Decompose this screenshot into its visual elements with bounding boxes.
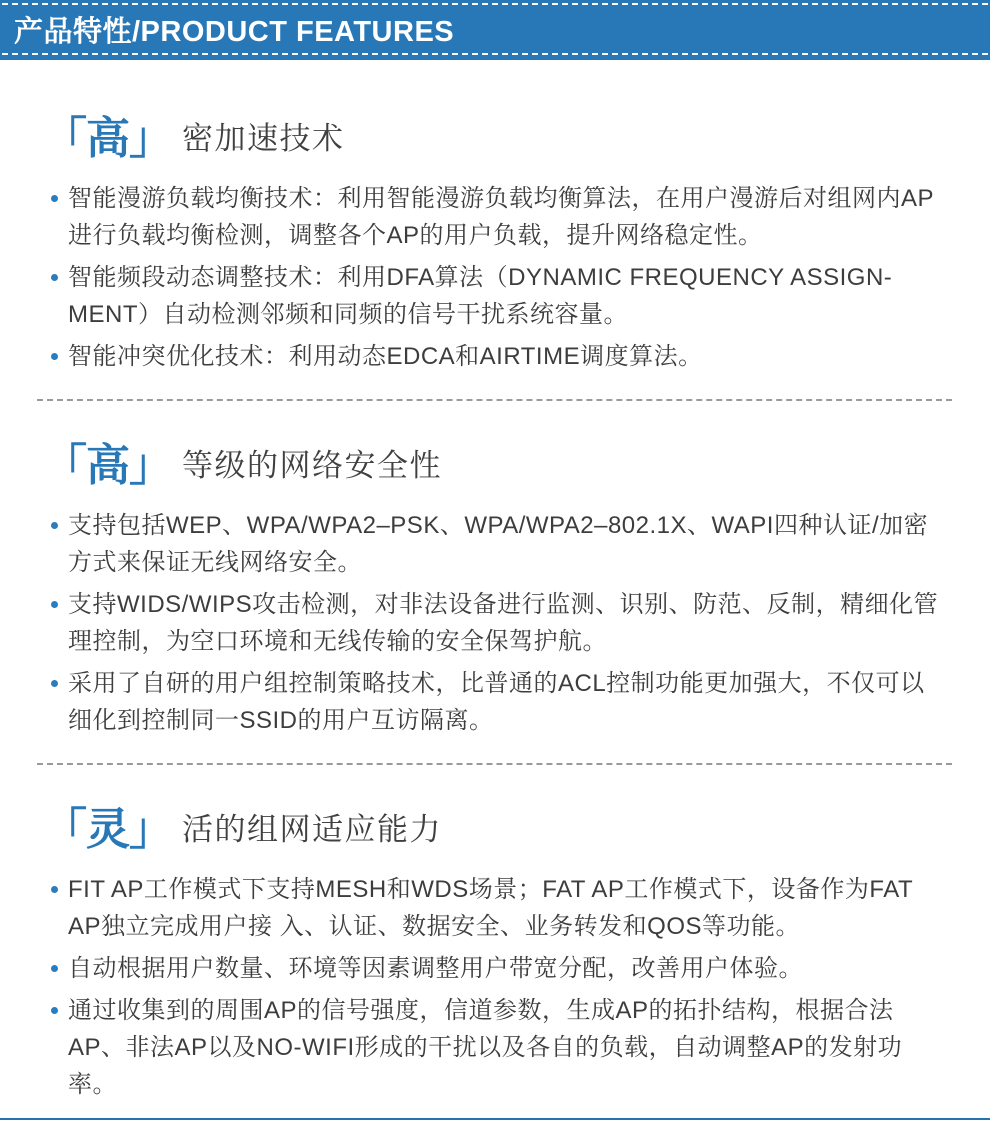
bullet-dot-icon bbox=[43, 586, 68, 660]
features-content bbox=[0, 60, 990, 1103]
feature-section-flexibility bbox=[43, 799, 952, 1103]
banner-dashed-frame bbox=[2, 3, 988, 55]
feature-bullet bbox=[43, 871, 952, 945]
feature-bullet bbox=[43, 665, 952, 739]
bullet-text: 自动根据用户数量、环境等因素调整用户带宽分配，改善用户体验。 bbox=[68, 955, 803, 982]
feature-heading-rest: 活的组网适应能力 bbox=[182, 812, 442, 847]
feature-heading bbox=[43, 799, 952, 861]
feature-bullet bbox=[43, 586, 952, 660]
feature-bullet bbox=[43, 180, 952, 254]
feature-heading-highlight: 「高」 bbox=[43, 441, 172, 490]
feature-section-high-density bbox=[43, 108, 952, 401]
feature-bullet bbox=[43, 338, 952, 375]
feature-heading-highlight: 「灵」 bbox=[43, 805, 172, 854]
bullet-dot-icon bbox=[43, 950, 68, 987]
feature-bullet bbox=[43, 259, 952, 333]
bullet-dot-icon bbox=[43, 507, 68, 581]
bullet-dot-icon bbox=[43, 259, 68, 333]
bullet-text: 智能漫游负载均衡技术：利用智能漫游负载均衡算法，在用户漫游后对组网内AP进行负载均衡检测，调整各个AP的用户负载，提升网络稳定性。 bbox=[68, 185, 935, 249]
bullet-text: 采用了自研的用户组控制策略技术，比普通的ACL控制功能更加强大，不仅可以细化到控制同一SSID的用户互访隔离。 bbox=[68, 670, 925, 734]
section-divider bbox=[37, 763, 952, 765]
bullet-text: FIT AP工作模式下支持MESH和WDS场景；FAT AP工作模式下，设备作为FAT AP独立完成用户接 入、认证、数据安全、业务转发和QOS等功能。 bbox=[68, 876, 913, 940]
bullet-dot-icon bbox=[43, 992, 68, 1103]
bottom-border bbox=[0, 1118, 990, 1120]
bullet-dot-icon bbox=[43, 871, 68, 945]
feature-heading bbox=[43, 435, 952, 497]
page-banner bbox=[0, 0, 990, 60]
feature-heading-highlight: 「高」 bbox=[43, 114, 172, 163]
feature-bullet bbox=[43, 992, 952, 1103]
feature-heading bbox=[43, 108, 952, 170]
bullet-text: 支持WIDS/WIPS攻击检测，对非法设备进行监测、识别、防范、反制，精细化管理控制，为空口环境和无线传输的安全保驾护航。 bbox=[68, 591, 939, 655]
feature-bullet-list bbox=[43, 180, 952, 375]
feature-section-security bbox=[43, 435, 952, 765]
feature-heading-rest: 密加速技术 bbox=[182, 121, 345, 156]
bullet-dot-icon bbox=[43, 338, 68, 375]
feature-bullet bbox=[43, 950, 952, 987]
bullet-dot-icon bbox=[43, 180, 68, 254]
bullet-text: 通过收集到的周围AP的信号强度，信道参数，生成AP的拓扑结构，根据合法AP、非法AP以及NO-WIFI形成的干扰以及各自的负载，自动调整AP的发射功率。 bbox=[68, 997, 903, 1098]
bullet-text: 支持包括WEP、WPA/WPA2–PSK、WPA/WPA2–802.1X、WAPI四种认证/加密方式来保证无线网络安全。 bbox=[68, 512, 929, 576]
feature-heading-rest: 等级的网络安全性 bbox=[182, 448, 442, 483]
feature-bullet-list bbox=[43, 871, 952, 1103]
feature-bullet bbox=[43, 507, 952, 581]
bullet-text: 智能冲突优化技术：利用动态EDCA和AIRTIME调度算法。 bbox=[68, 343, 703, 370]
section-divider bbox=[37, 399, 952, 401]
page-title: 产品特性/PRODUCT FEATURES bbox=[14, 15, 455, 48]
bullet-dot-icon bbox=[43, 665, 68, 739]
feature-bullet-list bbox=[43, 507, 952, 739]
bullet-text: 智能频段动态调整技术：利用DFA算法（DYNAMIC FREQUENCY ASSIGN-MENT）自动检测邻频和同频的信号干扰系统容量。 bbox=[68, 264, 893, 328]
